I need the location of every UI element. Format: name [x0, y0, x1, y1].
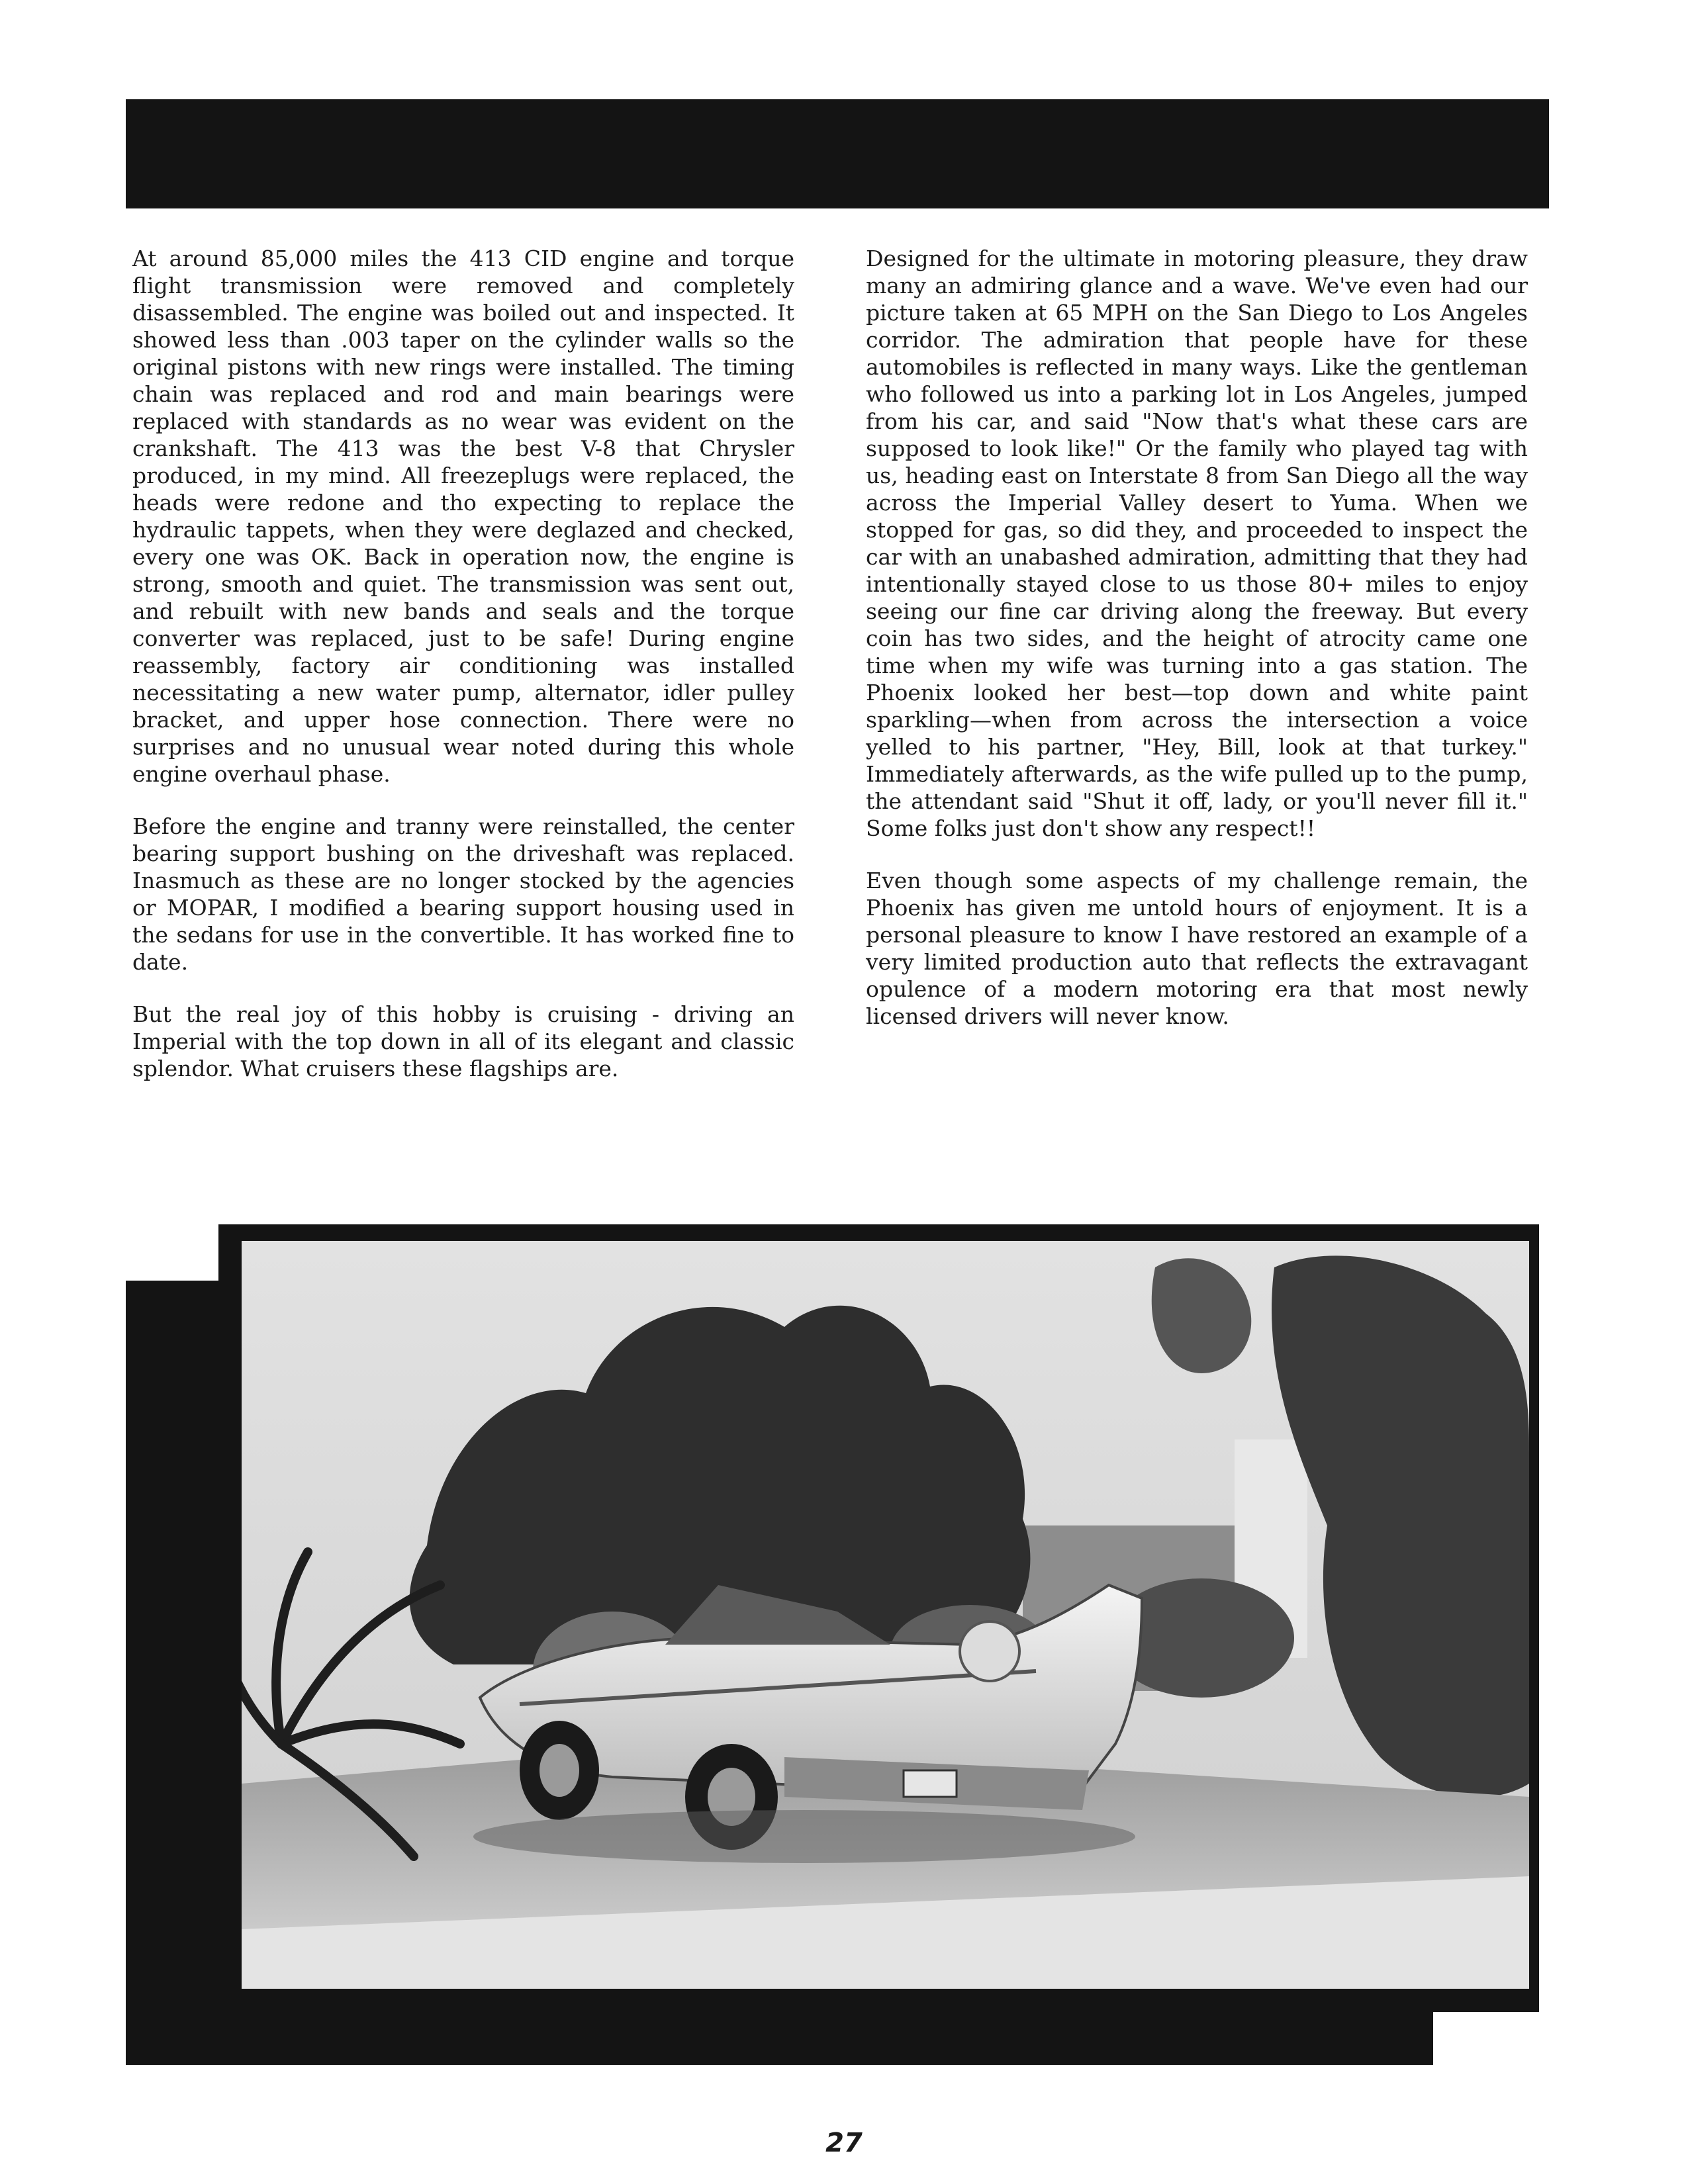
- paragraph: Designed for the ultimate in motoring pleasure, they draw many an admiring glance and a wave. We've even had our picture taken at 65 MPH on the San Diego to Los Angeles corridor. The admiration that people have for these automobiles is reflected in many ways. Like the gentleman who followed us into a parking lot in Los Angeles, jumped from his car, and said "Now that's what these cars are supposed to look like!" Or the family who played tag with us, heading east on Interstate 8 from San Diego all the way across the Imperial Valley desert to Yuma. When we stopped for gas, so did they, and proceeded to inspect the car with an unabashed admiration, admitting that they had intentionally stayed close to us those 80+ miles to enjoy seeing our fine car driving along the freeway. But every coin has two sides, and the height of atrocity came one time when my wife was turning into a gas station. The Phoenix looked her best—top down and white paint sparkling—when from across the intersection a voice yelled to his partner, "Hey, Bill, look at that turkey." Immediately afterwards, as the wife pulled up to the pump, the attendant said "Shut it off, lady, or you'll never fill it." Some folks just don't show any respect!!: [866, 246, 1528, 841]
- car-photo: [242, 1241, 1529, 1989]
- paragraph: But the real joy of this hobby is cruising - driving an Imperial with the top down in all of its elegant and classic splendor. What cruisers these flagships are.: [132, 1001, 794, 1081]
- left-column: [132, 245, 794, 1082]
- page-number: 27: [825, 2128, 863, 2158]
- convertible-car-image: [242, 1241, 1529, 1989]
- right-column: [866, 245, 1528, 1030]
- paragraph: At around 85,000 miles the 413 CID engine and torque flight transmission were removed and completely disassembled. The engine was boiled out and inspected. It showed less than .003 taper on the cylinder walls so the original pistons with new rings were installed. The timing chain was replaced and rod and main bearings were replaced with standards as no wear was evident on the crankshaft. The 413 was the best V-8 that Chrysler produced, in my mind. All freezeplugs were replaced, the heads were redone and tho expecting to replace the hydraulic tappets, when they were deglazed and checked, every one was OK. Back in operation now, the engine is strong, smooth and quiet. The transmission was sent out, and rebuilt with new bands and seals and the torque converter was replaced, just to be safe! During engine reassembly, factory air conditioning was installed necessitating a new water pump, alternator, idler pulley bracket, and upper hose connection. There were no surprises and no unusual wear noted during this whole engine overhaul phase.: [132, 246, 794, 787]
- paragraph: Before the engine and tranny were reinstalled, the center bearing support bushing on the driveshaft was replaced. Inasmuch as these are no longer stocked by the agencies or MOPAR, I modified a bearing support housing used in the sedans for use in the convertible. It has worked fine to date.: [132, 813, 794, 975]
- paragraph: Even though some aspects of my challenge remain, the Phoenix has given me untold hours of enjoyment. It is a personal pleasure to know I have restored an example of a very limited production auto that reflects the extravagant opulence of a modern motoring era that most newly licensed drivers will never know.: [866, 868, 1528, 1029]
- header-bar: [126, 99, 1549, 208]
